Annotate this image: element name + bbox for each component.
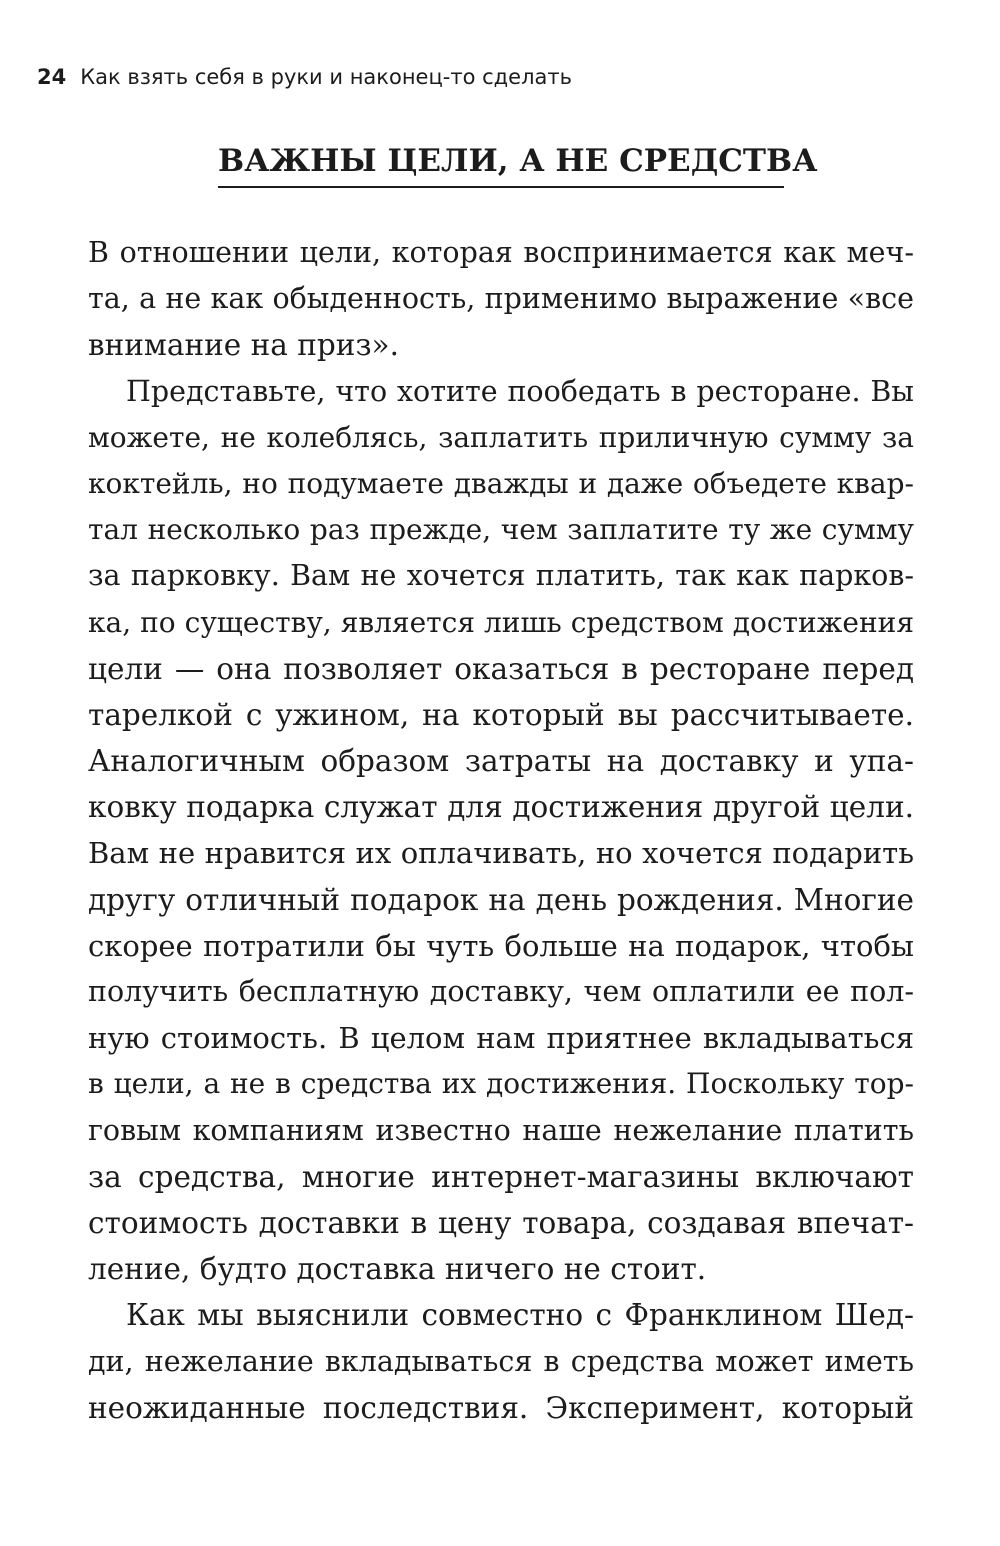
text-line: другу отличный подарок на день рождения. Многие [88,882,914,917]
text-line: В отношении цели, которая воспринимается как меч- [88,236,914,269]
text-line: говым компаниям известно наше нежелание платить [88,1113,914,1147]
text-line: за парковку. Вам не хочется платить, так как парков- [88,559,914,593]
text-line: цели — она позволяет оказаться в ресторане перед [88,651,914,686]
text-line: Как мы выяснили совместно с Франклином Шед- [126,1298,914,1333]
text-line: Вам не нравится их оплачивать, но хочется подарить [88,836,914,871]
text-line: та, а не как обыденность, применимо выражение «все [88,282,914,316]
text-line: ка, по существу, является лишь средством достижения [88,605,914,639]
body-text [88,230,914,1431]
text-line: можете, не колеблясь, заплатить приличную сумму за [88,420,914,454]
book-title: Как взять себя в руки и наконец-то сделать [80,65,572,89]
text-line: стоимость доставки в цену товара, создавая впечат- [88,1205,914,1240]
text-line: коктейль, но подумаете дважды и даже объедете квар- [88,466,914,500]
text-line: неожиданные последствия. Эксперимент, который [88,1390,914,1425]
text-line: ную стоимость. В целом нам приятнее вкладываться [88,1021,914,1056]
text-line: тал несколько раз прежде, чем заплатите ту же сумму [88,513,914,547]
text-line: внимание на приз». [88,328,399,363]
text-line: Аналогичным образом затраты на доставку и упа- [88,744,914,779]
page-number: 24 [37,65,67,89]
text-line: в цели, а не в средства их достижения. Поскольку тор- [88,1067,914,1101]
text-line: за средства, многие интернет-магазины включают [88,1159,914,1194]
text-line: Представьте, что хотите пообедать в ресторане. Вы [126,374,914,408]
running-header [37,63,937,91]
text-line: тарелкой с ужином, на который вы рассчитываете. [88,697,914,732]
text-line: получить бесплатную доставку, чем оплатили ее пол- [88,975,914,1008]
text-line: ковку подарка служат для достижения другой цели. [88,790,914,825]
text-line: скорее потратили бы чуть больше на подарок, чтобы [88,928,914,963]
section-title: ВАЖНЫ ЦЕЛИ, А НЕ СРЕДСТВА [218,140,784,188]
text-line: ди, нежелание вкладываться в средства может иметь [88,1344,914,1378]
text-line: ление, будто доставка ничего не стоит. [88,1252,707,1287]
